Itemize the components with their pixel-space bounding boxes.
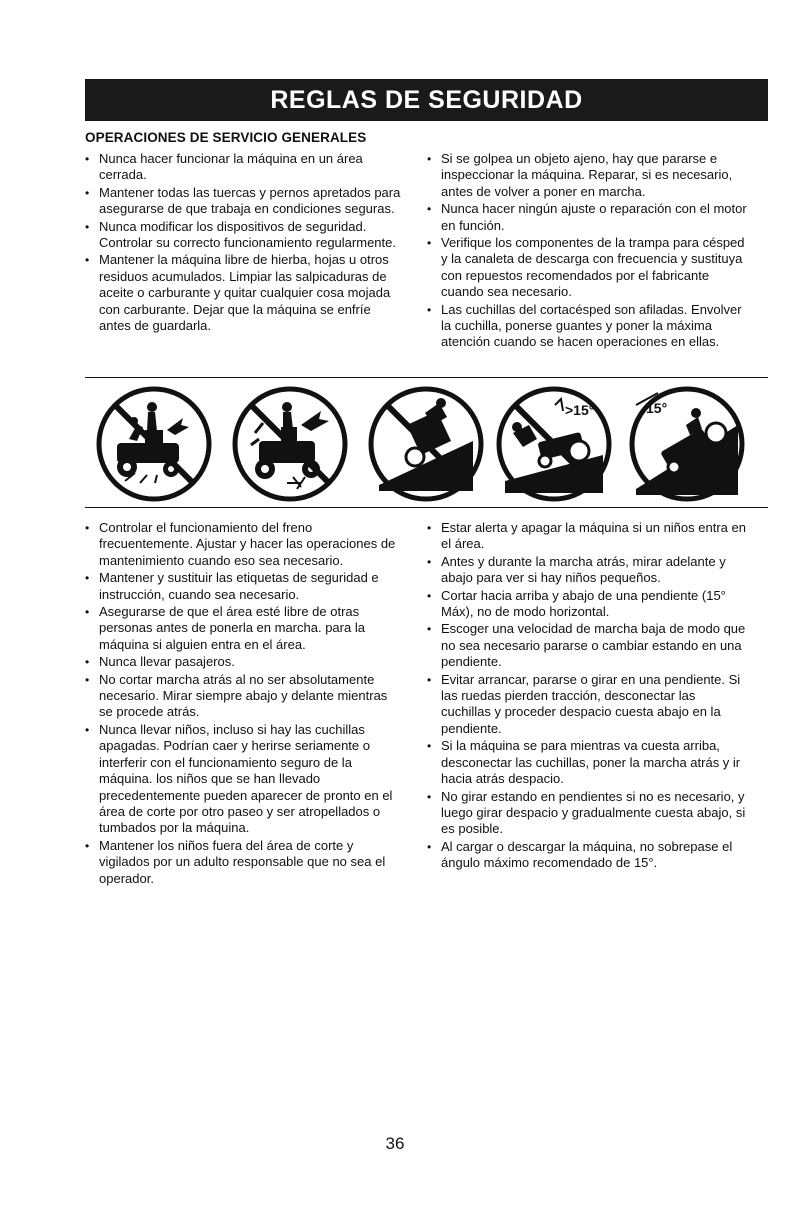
list-item: • Las cuchillas del cortacésped son afiladas. Envolver la cuchilla, ponerse guantes y poner la máxima atención cuando se hacen operaciones en ellas. [427,302,747,351]
bottom-left-column [85,520,403,888]
list-item: • Nunca llevar pasajeros. [85,654,403,670]
list-item: • Si la máquina se para mientras va cuesta arriba, desconectar las cuchillas, poner la marcha atrás y ir hacia atrás despacio. [427,738,747,787]
bottom-right-column [427,520,747,873]
list-item: • Nunca hacer funcionar la máquina en un área cerrada. [85,151,403,184]
list-item: • Cortar hacia arriba y abajo de una pendiente (15° Máx), no de modo horizontal. [427,588,747,621]
divider-top [85,377,768,378]
no-passengers-icon [95,385,213,503]
list-item: • Al cargar o descargar la máquina, no sobrepase el ángulo máximo recomendado de 15°. [427,839,747,872]
list-item: • Controlar el funcionamiento del freno frecuentemente. Ajustar y hacer las operaciones de mantenimiento cuando eso sea necesario. [85,520,403,569]
slope-tip-over-icon [495,385,613,503]
divider-bottom [85,507,768,508]
list-item: • Mantener los niños fuera del área de corte y vigilados por un adulto responsable que no sea el operador. [85,838,403,887]
safety-icons-row [95,385,760,503]
page-number: 36 [385,1134,405,1153]
top-right-column [427,151,747,352]
list-item: • No cortar marcha atrás al no ser absolutamente necesario. Mirar siempre abajo y delante mientras se procede atrás. [85,672,403,721]
list-item: • Mantener todas las tuercas y pernos apretados para asegurarse de que trabaja en condiciones seguras. [85,185,403,218]
list-item: • Antes y durante la marcha atrás, mirar adelante y abajo para ver si hay niños pequeños. [427,554,747,587]
list-item: • Verifique los componentes de la trampa para césped y la canaleta de descarga con frecuencia y sustituya con repuestos recomendados por el fabricante cuando sea necesario. [427,235,747,301]
slope-label: >15° [565,402,595,418]
list-item: • Nunca llevar niños, incluso si hay las cuchillas apagadas. Podrían caer y herirse seriamente o interferir con el funcionamiento seguro de la máquina. los niños que se han llevado precedentemente pueden aparecer de pronto en el área de corte por otro paseo y ser atropellados o tumbados por la máquina. [85,722,403,837]
page-title: REGLAS DE SEGURIDAD [270,85,583,114]
slope-limit-icon [628,385,746,503]
list-item: • No girar estando en pendientes si no es necesario, y luego girar despacio y gradualmente cuesta abajo, si es posible. [427,789,747,838]
list-item: • Si se golpea un objeto ajeno, hay que pararse e inspeccionar la máquina. Reparar, si es necesario, antes de volver a poner en marcha. [427,151,747,200]
list-item: • Nunca hacer ningún ajuste o reparación con el motor en función. [427,201,747,234]
thrown-objects-icon [231,385,349,503]
section-title: OPERACIONES DE SERVICIO GENERALES [85,130,367,145]
header-banner [85,79,768,121]
no-cross-slope-icon [367,385,485,503]
list-item: • Estar alerta y apagar la máquina si un niños entra en el área. [427,520,747,553]
list-item: • Escoger una velocidad de marcha baja de modo que no sea necesario pararse o cambiar estando en una pendiente. [427,621,747,670]
list-item: • Mantener la máquina libre de hierba, hojas u otros residuos acumulados. Limpiar las salpicaduras de aceite o carburante y quitar cualquier cosa mojada con carburante. Dejar que la máquina se enfríe antes de guardarla. [85,252,403,334]
list-item: • Nunca modificar los dispositivos de seguridad. Controlar su correcto funcionamiento regularmente. [85,219,403,252]
slope-label: 15° [646,400,668,416]
list-item: • Asegurarse de que el área esté libre de otras personas antes de ponerla en marcha. para la máquina si alguien entra en el área. [85,604,403,653]
list-item: • Evitar arrancar, pararse o girar en una pendiente. Si las ruedas pierden tracción, desconectar las cuchillas y proceder despacio cuesta abajo en la pendiente. [427,672,747,738]
list-item: • Mantener y sustituir las etiquetas de seguridad e instrucción, cuando sea necesario. [85,570,403,603]
top-left-column [85,151,403,335]
